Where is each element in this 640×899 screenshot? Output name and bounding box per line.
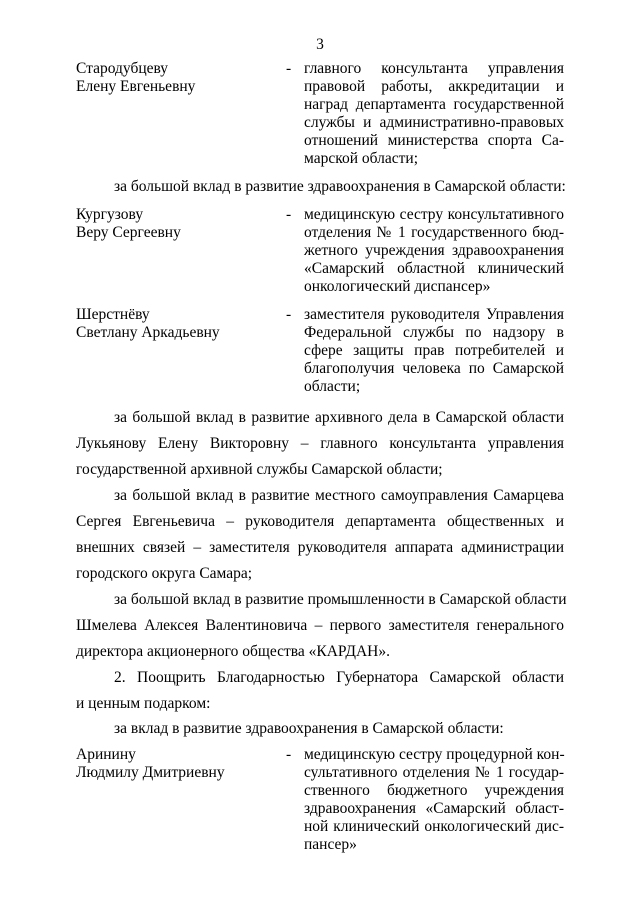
paragraph-line: Сергея Евгеньевича – руководителя департамента общественных и [76, 513, 564, 530]
position-line: сфере защиты прав потребителей и [304, 342, 564, 359]
position-line: жетного учреждения здравоохранения [304, 242, 564, 259]
position-line: наград департамента государственной [304, 96, 564, 113]
recipient-given-names: Светлану Аркадьевну [76, 324, 220, 341]
award-entry [76, 60, 564, 168]
paragraph-line: за большой вклад в развитие промышленности в Самарской области [114, 591, 567, 608]
position-line: сультативного отделения № 1 государ- [304, 764, 564, 781]
paragraph-line: за большой вклад в развитие местного самоуправления Самарцева [114, 487, 564, 504]
award-entry [76, 306, 564, 396]
position-line: «Самарский областной клинический [304, 260, 564, 277]
recipient-given-names: Елену Евгеньевну [76, 78, 196, 95]
recipient-position [304, 306, 564, 396]
position-line: ной клинический онкологический дис- [304, 818, 564, 835]
position-line: заместителя руководителя Управления [304, 306, 564, 323]
recipient-given-names: Веру Сергеевну [76, 224, 181, 241]
paragraph-line: директора акционерного общества «КАРДАН». [76, 643, 390, 660]
recipient-surname: Стародубцеву [76, 60, 169, 77]
dash-separator: - [286, 206, 292, 223]
position-line: отношений министерства спорта Са- [304, 132, 564, 149]
dash-separator: - [286, 746, 292, 763]
paragraph-line: внешних связей – заместителя руководителя аппарата администрации [76, 539, 564, 556]
recipient-name [76, 746, 276, 782]
section-heading: за большой вклад в развитие здравоохранения в Самарской области: [114, 178, 566, 195]
paragraph-line: Шмелева Алексея Валентиновича – первого заместителя генерального [76, 617, 564, 634]
position-line: марской области; [304, 150, 418, 167]
award-paragraph [76, 405, 564, 483]
recipient-position [304, 60, 564, 168]
dash-separator: - [286, 60, 292, 77]
recipient-surname: Шерстнёву [76, 306, 150, 323]
paragraph-line: за большой вклад в развитие архивного дела в Самарской области [114, 409, 564, 426]
recipient-position [304, 746, 564, 854]
position-line: медицинскую сестру процедурной кон- [304, 746, 565, 763]
position-line: онкологический диспансер» [304, 278, 491, 295]
recipient-name [76, 60, 276, 96]
page-number: 3 [316, 36, 324, 53]
position-line: отделения № 1 государственного бюд- [304, 224, 564, 241]
award-paragraph [76, 587, 567, 665]
paragraph-line: городского округа Самара; [76, 565, 253, 582]
dash-separator: - [286, 306, 292, 323]
position-line: Федеральной службы по надзору в [304, 324, 564, 341]
position-line: пансер» [304, 836, 357, 853]
paragraph-line: Лукьянову Елену Викторовну – главного консультанта управления [76, 435, 564, 452]
award-entry [76, 746, 564, 854]
position-line: правовой работы, аккредитации и [304, 78, 564, 95]
paragraph-line: и ценным подарком: [76, 695, 211, 712]
award-paragraph [76, 483, 564, 587]
position-line: здравоохранения «Самарский област- [304, 800, 564, 817]
section-heading: за вклад в развитие здравоохранения в Самарской области: [114, 720, 504, 737]
paragraph-line: государственной архивной службы Самарской области; [76, 461, 443, 478]
recipient-given-names: Людмилу Дмитриевну [76, 764, 225, 781]
position-line: области; [304, 378, 361, 395]
position-line: службы и административно-правовых [304, 114, 564, 131]
position-line: главного консультанта управления [304, 60, 564, 77]
position-line: медицинскую сестру консультативного [304, 206, 564, 223]
paragraph-line: 2. Поощрить Благодарностью Губернатора Самарской области [114, 669, 564, 686]
position-line: ственного бюджетного учреждения [304, 782, 564, 799]
recipient-surname: Аринину [76, 746, 136, 763]
recipient-surname: Кургузову [76, 206, 144, 223]
award-entry [76, 206, 564, 296]
recipient-name [76, 306, 276, 342]
recipient-name [76, 206, 276, 242]
position-line: благополучия человека по Самарской [304, 360, 564, 377]
recipient-position [304, 206, 564, 296]
decree-item [76, 665, 564, 717]
